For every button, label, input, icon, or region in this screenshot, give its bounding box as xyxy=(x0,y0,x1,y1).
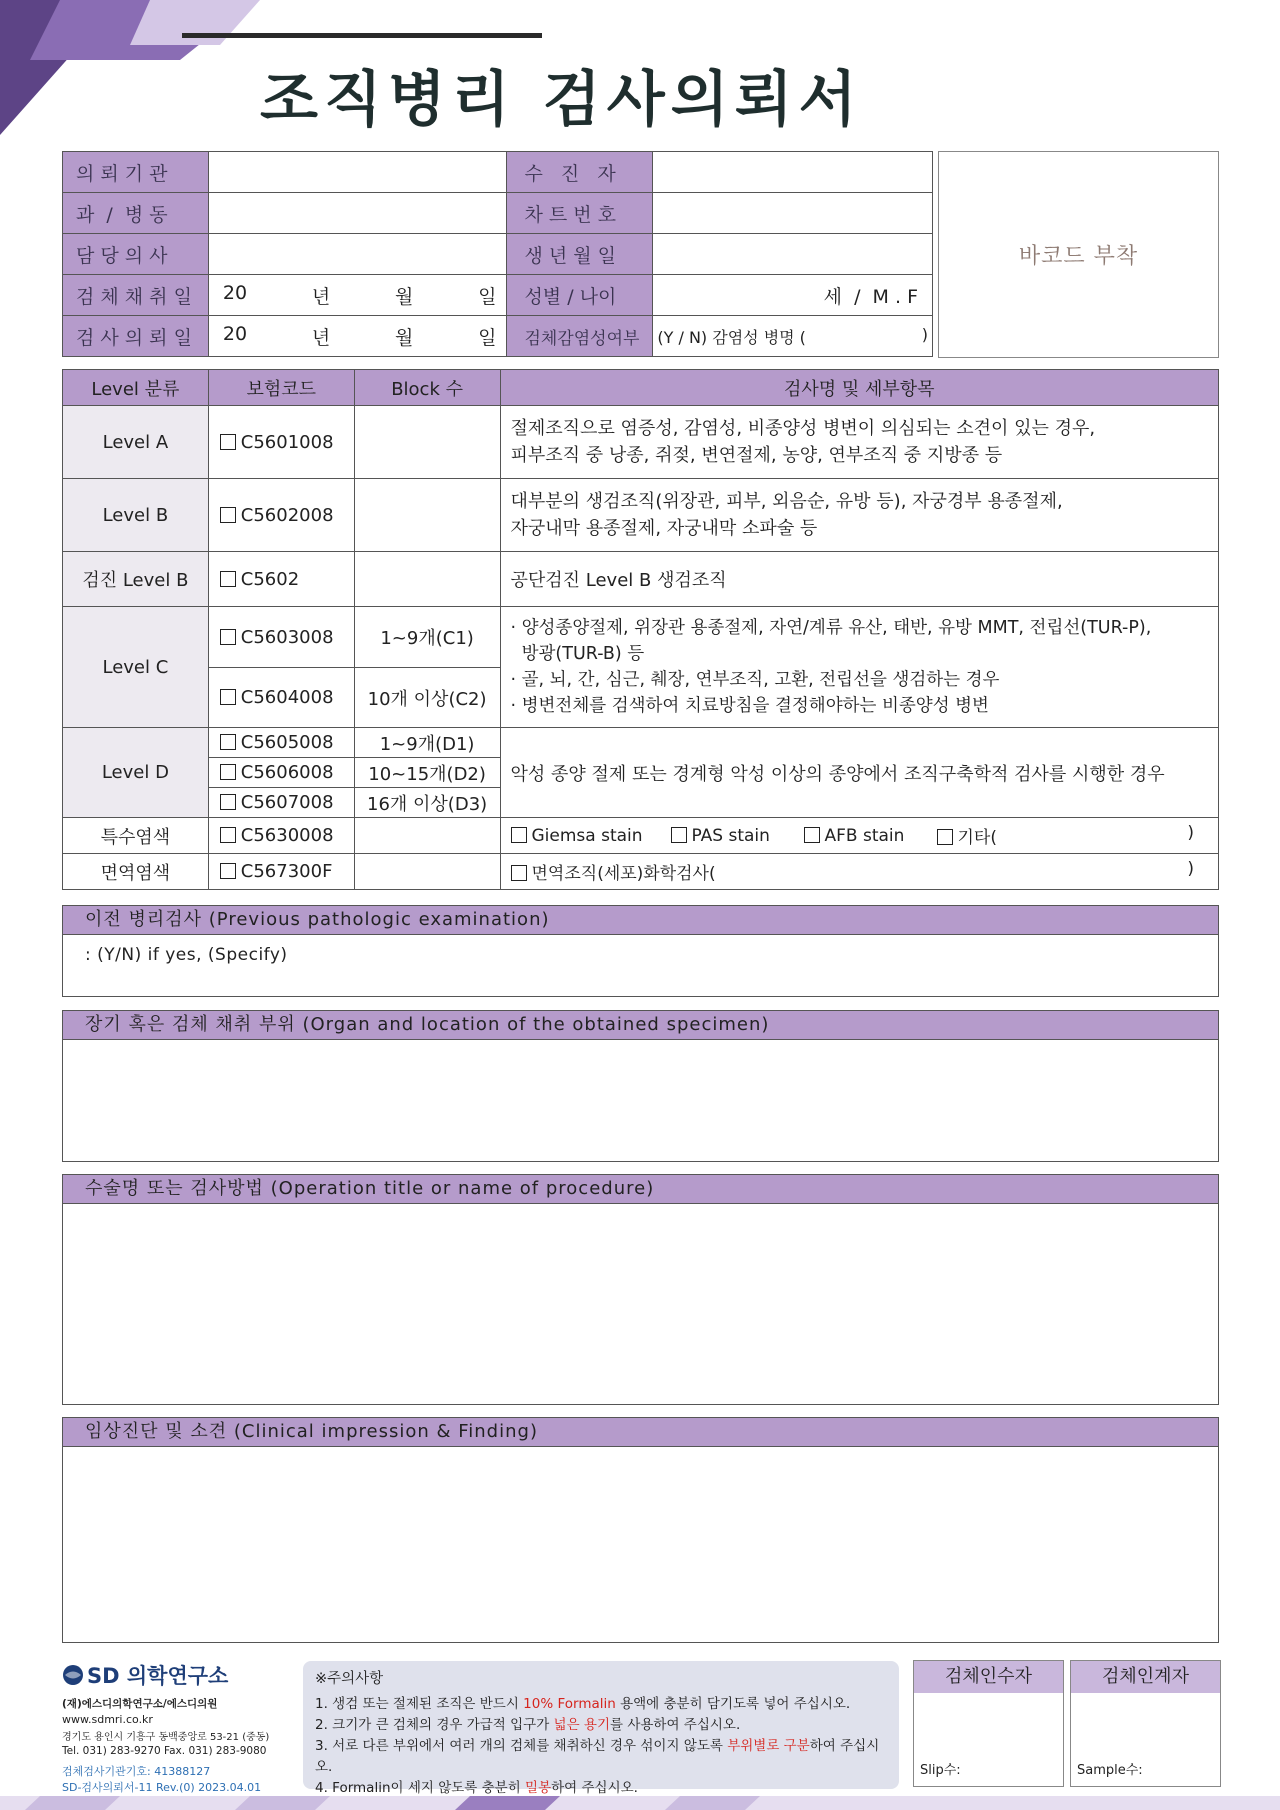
header-block-count: Block 수 xyxy=(354,370,500,406)
infection-close: ) xyxy=(921,324,928,344)
header-insurance-code: 보험코드 xyxy=(208,370,354,406)
sd-logo-icon xyxy=(62,1664,84,1686)
request-year-prefix: 20 xyxy=(222,322,248,345)
immuno-stain-name: 면역염색 xyxy=(63,854,209,890)
immuno-label: 면역조직(세포)화학검사( xyxy=(531,864,716,884)
checkbox-icon[interactable] xyxy=(220,434,236,450)
chart-number-label: 차 트 번 호 xyxy=(524,203,616,226)
company-url[interactable]: www.sdmri.co.kr xyxy=(62,1713,153,1726)
sender-title: 검체인계자 xyxy=(1071,1661,1220,1693)
notice-item-1: 1. 생검 또는 절제된 조직은 반드시 10% Formalin 용액에 충분히 담기도록 넣어 주십시오. xyxy=(315,1696,851,1712)
request-date-label: 검 사 의 뢰 일 xyxy=(76,326,192,349)
receiver-slip-label: Slip수: xyxy=(920,1763,961,1778)
clinical-impression-field[interactable] xyxy=(62,1447,1219,1643)
agency-number: 검체검사기관기호: 41388127 xyxy=(62,1765,211,1778)
receiver-box[interactable] xyxy=(913,1660,1064,1787)
collection-date-field[interactable] xyxy=(208,275,507,316)
sender-box[interactable] xyxy=(1070,1660,1221,1787)
level-d2-code: C5606008 xyxy=(240,762,334,783)
level-b-code-checkbox[interactable] xyxy=(208,479,354,552)
requesting-institution-field[interactable] xyxy=(208,152,507,193)
level-d2-blocks: 10~15개(D2) xyxy=(354,758,500,788)
patient-name-label: 수 진 자 xyxy=(524,162,616,185)
level-c1-code: C5603008 xyxy=(240,626,334,648)
year-unit: 년 xyxy=(311,285,331,308)
checkbox-icon[interactable] xyxy=(511,865,527,881)
clinical-impression-header: 임상진단 및 소견 (Clinical impression & Finding) xyxy=(62,1417,1219,1447)
sex-age-text: 세 / M . F xyxy=(823,285,918,308)
birth-date-field[interactable] xyxy=(653,234,933,275)
checkbox-icon[interactable] xyxy=(671,827,687,843)
checkbox-icon[interactable] xyxy=(804,827,820,843)
notice-title: ※주의사항 xyxy=(315,1671,384,1687)
previous-exam-hint: : (Y/N) if yes, (Specify) xyxy=(85,945,288,965)
level-d3-code: C5607008 xyxy=(240,792,334,813)
checkbox-icon[interactable] xyxy=(220,827,236,843)
company-org: (재)에스디의학연구소/에스디의원 xyxy=(62,1698,218,1710)
level-d1-code-checkbox[interactable] xyxy=(208,728,354,758)
level-d1-blocks: 1~9개(D1) xyxy=(354,728,500,758)
afb-label: AFB stain xyxy=(824,825,905,846)
infection-field[interactable] xyxy=(653,316,933,357)
chart-number-field[interactable] xyxy=(653,193,933,234)
special-stain-code-checkbox[interactable] xyxy=(208,818,354,854)
previous-exam-header: 이전 병리검사 (Previous pathologic examination) xyxy=(62,905,1219,935)
collection-date-label: 검 체 채 취 일 xyxy=(76,285,192,308)
special-stain-code: C5630008 xyxy=(240,825,334,846)
checkup-level-b-desc: 공단검진 Level B 생검조직 xyxy=(500,552,1219,607)
level-c-name: Level C xyxy=(63,607,209,728)
level-a-blocks[interactable] xyxy=(354,406,500,479)
level-d1-code: C5605008 xyxy=(240,732,334,753)
day-unit: 일 xyxy=(478,326,497,349)
level-c-desc-3: · 골, 뇌, 간, 심근, 췌장, 연부조직, 고환, 전립선을 생검하는 경우 xyxy=(510,670,1000,690)
level-b-code: C5602008 xyxy=(240,504,334,526)
immuno-close: ) xyxy=(1187,859,1194,879)
level-d2-code-checkbox[interactable] xyxy=(208,758,354,788)
company-address: 경기도 용인시 기흥구 동백중앙로 53-21 (중동) xyxy=(62,1732,270,1743)
level-a-desc-1: 절제조직으로 염증성, 감염성, 비종양성 병변이 의심되는 소견이 있는 경우, xyxy=(510,418,1096,439)
level-c1-code-checkbox[interactable] xyxy=(208,607,354,668)
level-a-code: C5601008 xyxy=(240,431,334,453)
birth-date-label: 생 년 월 일 xyxy=(524,244,616,267)
level-table xyxy=(62,369,1219,890)
other-option[interactable] xyxy=(937,823,1219,848)
receiver-title: 검체인수자 xyxy=(914,1661,1063,1693)
level-a-desc-2: 피부조직 중 낭종, 쥐젖, 변연절제, 농양, 연부조직 중 지방종 등 xyxy=(510,445,1003,466)
special-stain-blocks[interactable] xyxy=(354,818,500,854)
level-a-name: Level A xyxy=(63,406,209,479)
notice-box xyxy=(303,1661,899,1796)
level-c-desc-1: · 양성종양절제, 위장관 용종절제, 자연/계류 유산, 태반, 유방 MMT, 전립선(TUR-P), xyxy=(510,618,1152,638)
sex-age-field[interactable] xyxy=(653,275,933,316)
level-c2-code: C5604008 xyxy=(240,687,334,708)
level-c2-blocks: 10개 이상(C2) xyxy=(354,668,500,728)
infection-text: (Y / N) 감염성 병명 ( xyxy=(657,327,806,347)
operation-title-header: 수술명 또는 검사방법 (Operation title or name of procedure) xyxy=(62,1174,1219,1204)
company-tel: Tel. 031) 283-9270 Fax. 031) 283-9080 xyxy=(62,1745,267,1757)
month-unit: 월 xyxy=(394,326,414,349)
pas-option[interactable] xyxy=(671,826,804,846)
sex-age-label: 성별 / 나이 xyxy=(524,285,617,308)
department-field[interactable] xyxy=(208,193,507,234)
request-date-field[interactable] xyxy=(208,316,507,357)
checkbox-icon[interactable] xyxy=(220,764,236,780)
immuno-option[interactable] xyxy=(511,859,716,884)
level-d3-blocks: 16개 이상(D3) xyxy=(354,788,500,818)
notice-item-2: 2. 크기가 큰 검체의 경우 가급적 입구가 넓은 용기를 사용하여 주십시오. xyxy=(315,1717,741,1733)
requesting-institution-label: 의 뢰 기 관 xyxy=(76,162,168,185)
barcode-area[interactable] xyxy=(938,151,1219,358)
checkup-level-b-blocks[interactable] xyxy=(354,552,500,607)
other-label: 기타( xyxy=(957,828,997,848)
level-c-desc-2: 방광(TUR-B) 등 xyxy=(510,644,645,664)
immuno-stain-code-checkbox[interactable] xyxy=(208,854,354,890)
notice-item-4: 4. Formalin이 세지 않도록 충분히 밀봉하여 주십시오. xyxy=(315,1780,638,1796)
physician-label: 담 당 의 사 xyxy=(76,244,168,267)
patient-name-field[interactable] xyxy=(653,152,933,193)
level-b-name: Level B xyxy=(63,479,209,552)
patient-info-form xyxy=(62,151,933,357)
collection-year-prefix: 20 xyxy=(222,281,248,304)
organ-location-field[interactable] xyxy=(62,1040,1219,1162)
checkbox-icon[interactable] xyxy=(220,507,236,523)
checkbox-icon[interactable] xyxy=(937,829,953,845)
afb-option[interactable] xyxy=(804,826,937,846)
checkbox-icon[interactable] xyxy=(220,794,236,810)
sender-sample-label: Sample수: xyxy=(1077,1763,1143,1778)
pas-label: PAS stain xyxy=(691,825,770,846)
level-c1-blocks: 1~9개(C1) xyxy=(354,607,500,668)
year-unit: 년 xyxy=(311,326,331,349)
day-unit: 일 xyxy=(478,285,497,308)
checkbox-icon[interactable] xyxy=(220,689,236,705)
form-revision: SD-검사의뢰서-11 Rev.(0) 2023.04.01 xyxy=(62,1781,262,1794)
immuno-stain-blocks[interactable] xyxy=(354,854,500,890)
checkbox-icon[interactable] xyxy=(511,827,527,843)
notice-item-3: 3. 서로 다른 부위에서 여러 개의 검체를 채취하신 경우 섞이지 않도록 부위별로 구분하여 주십시오. xyxy=(315,1738,880,1775)
checkbox-icon[interactable] xyxy=(220,863,236,879)
special-stain-name: 특수염색 xyxy=(63,818,209,854)
page-title: 조직병리 검사의뢰서 xyxy=(260,65,863,135)
level-b-blocks[interactable] xyxy=(354,479,500,552)
header-test-detail: 검사명 및 세부항목 xyxy=(500,370,1219,406)
company-logo-text: SD 의학연구소 xyxy=(87,1664,229,1688)
level-d3-code-checkbox[interactable] xyxy=(208,788,354,818)
immuno-stain-code: C567300F xyxy=(240,861,333,882)
giemsa-option[interactable] xyxy=(511,826,671,846)
physician-field[interactable] xyxy=(208,234,507,275)
checkup-level-b-code: C5602 xyxy=(240,568,300,590)
level-d-name: Level D xyxy=(63,728,209,818)
header-level: Level 분류 xyxy=(63,370,209,406)
level-b-desc-2: 자궁내막 용종절제, 자궁내막 소파술 등 xyxy=(510,518,818,539)
giemsa-label: Giemsa stain xyxy=(531,825,643,846)
other-close: ) xyxy=(1187,823,1194,843)
checkbox-icon[interactable] xyxy=(220,571,236,587)
month-unit: 월 xyxy=(394,285,414,308)
level-c2-code-checkbox[interactable] xyxy=(208,668,354,728)
level-a-code-checkbox[interactable] xyxy=(208,406,354,479)
level-c-desc-4: · 병변전체를 검색하여 치료방침을 결정해야하는 비종양성 병변 xyxy=(510,696,989,716)
department-label: 과 / 병 동 xyxy=(76,203,168,226)
checkbox-icon[interactable] xyxy=(220,734,236,750)
checkup-level-b-code-checkbox[interactable] xyxy=(208,552,354,607)
organ-location-header: 장기 혹은 검체 채취 부위 (Organ and location of the obtained specimen) xyxy=(62,1010,1219,1040)
barcode-label: 바코드 부착 xyxy=(1018,244,1139,269)
previous-exam-field[interactable] xyxy=(62,935,1219,997)
level-b-desc-1: 대부분의 생검조직(위장관, 피부, 외음순, 유방 등), 자궁경부 용종절제, xyxy=(510,491,1063,512)
checkbox-icon[interactable] xyxy=(220,629,236,645)
level-d-desc: 악성 종양 절제 또는 경계형 악성 이상의 종양에서 조직구축학적 검사를 시행한 경우 xyxy=(500,728,1219,818)
checkup-level-b-name: 검진 Level B xyxy=(63,552,209,607)
company-info xyxy=(62,1660,302,1795)
operation-title-field[interactable] xyxy=(62,1204,1219,1405)
infection-label: 검체감염성여부 xyxy=(524,328,640,349)
bottom-decoration xyxy=(0,1796,1280,1810)
